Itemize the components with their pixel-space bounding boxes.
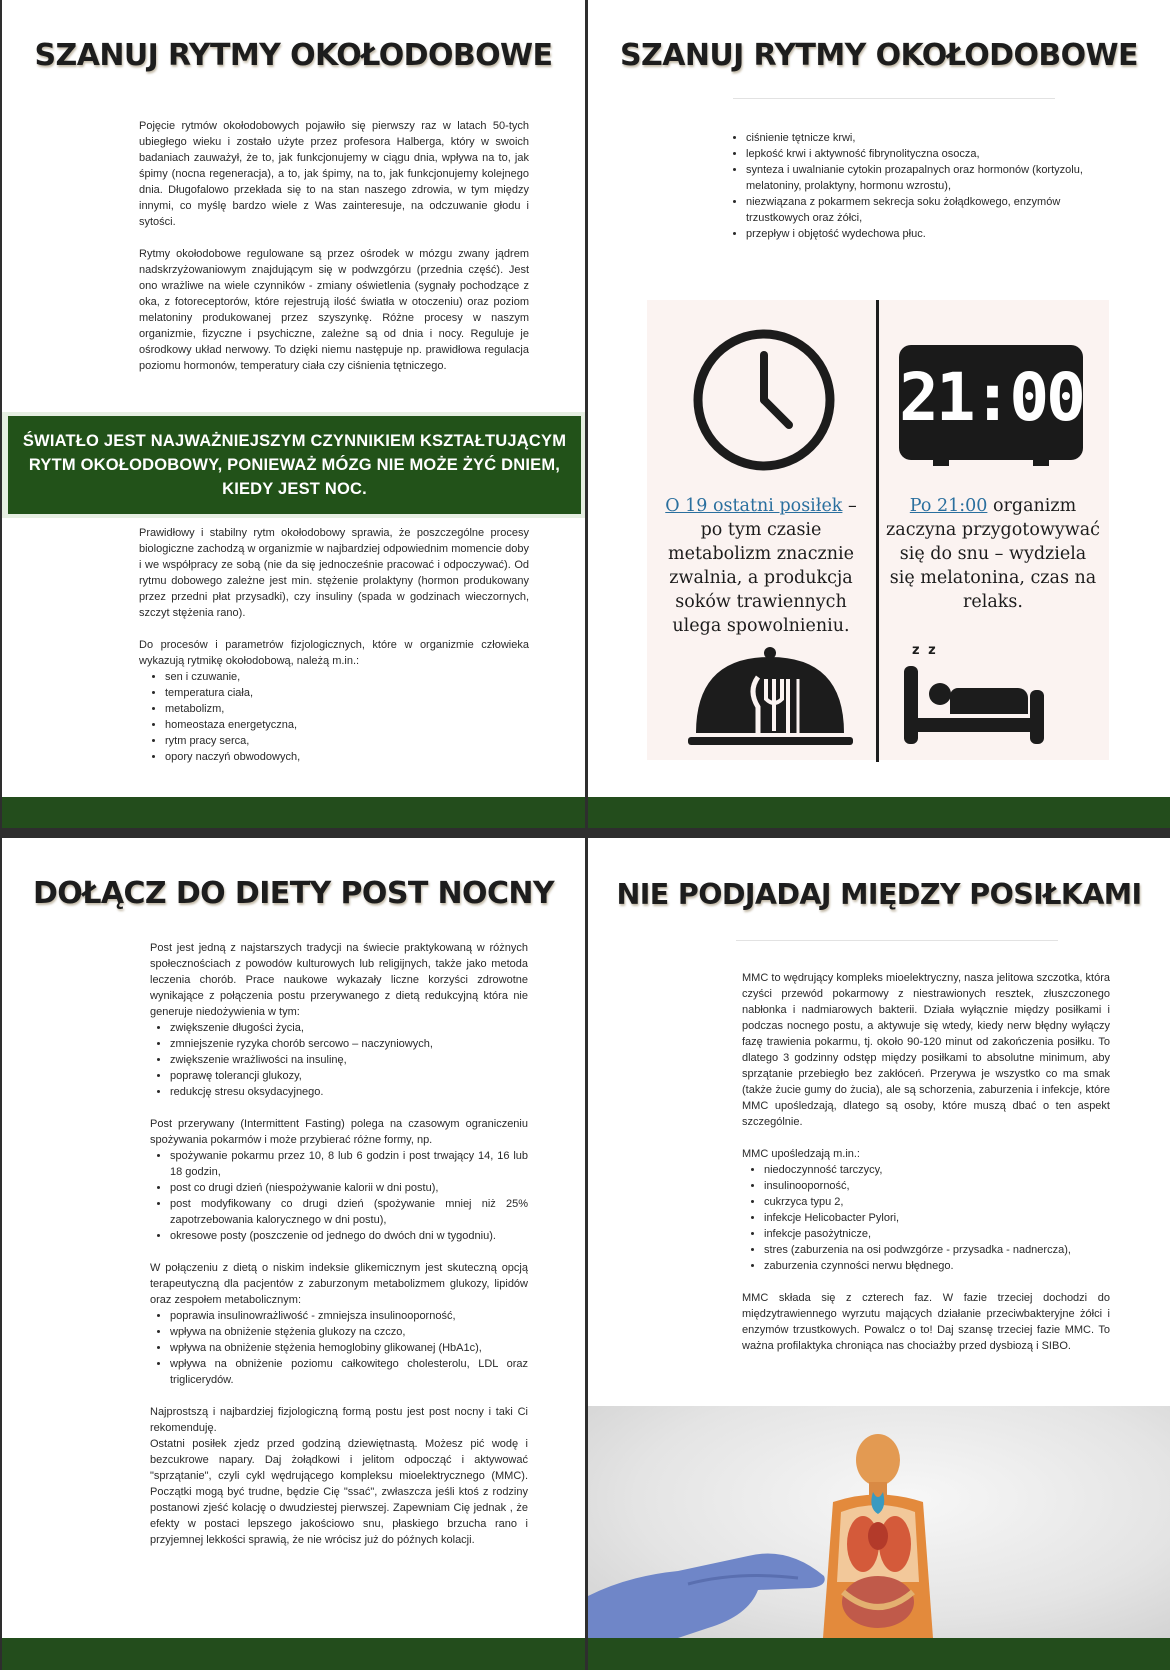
footer-bar [588, 797, 1170, 828]
paragraph: Rytmy okołodobowe regulowane są przez ośrodek w mózgu zwany jądrem nadskrzyżowaniowym znajdującym się w podwzgórzu (przednia część). Jest ono wrażliwe na wiele czynników - zmiany oświetlenia (sygnały pochodzące z oka, z fotoreceptorów, które rejestrują ilość światła w otoczeniu) oraz poziom melatoniny produkowanej przez szyszynkę. Różne procesy w naszym organizmie, fizyczne i psychiczne, zależne są od dnia i nocy. Reguluje je ośrodkowy układ nerwowy. To dzięki niemu następuje np. prawidłowa regulacja poziomu hormonów, temperatury ciała czy ciśnienia tętniczego. [139, 248, 529, 372]
list-item: • infekcje Helicobacter Pylori, [764, 1210, 1110, 1226]
list-item: • okresowe posty (poszczenie od jednego do dwóch dni w tygodniu). [170, 1228, 528, 1244]
paragraph: W połączeniu z dietą o niskim indeksie glikemicznym jest skuteczną opcją terapeutyczną dla pacjentów z zaburzonym metabolizmem glukozy, lipidów oraz zespołem metabolicznym: [150, 1262, 528, 1306]
list-item: • sen i czuwanie, [165, 669, 529, 685]
list-item: • poprawia insulinowrażliwość - zmniejsza insulinooporność, [170, 1308, 528, 1324]
evening-meal-link[interactable]: O 19 ostatni posiłek [665, 496, 843, 516]
page-title: NIE PODJADAJ MIĘDZY POSIŁKAMI [616, 878, 1142, 911]
list-item: • post co drugi dzień (niespożywanie kalorii w dni postu), [170, 1180, 528, 1196]
list-item: • homeostaza energetyczna, [165, 717, 529, 733]
list-item: • zmniejszenie ryzyka chorób sercowo – naczyniowych, [170, 1036, 528, 1052]
page-circadian-1 [2, 0, 585, 828]
banner-text: ŚWIATŁO JEST NAJWAŻNIEJSZYM CZYNNIKIEM KSZTAŁTUJĄCYM RYTM OKOŁODOBOWY, PONIEWAŻ MÓZG NIE MOŻE ŻYĆ DNIEM, KIEDY JEST NOC. [8, 416, 581, 514]
paragraph: Ostatni posiłek zjedz przed godziną dziewiętnastą. Możesz pić wodę i bezcukrowe napary. Daj żołądkowi i jelitom odpocząć i aktywować "sprzątanie", czyli cykl wędrującego kompleksu mioelektrycznego (MMC). Początki mogą być trudne, będzie Cię "ssać", zwłaszcza jeśli ktoś z rodziny postanowi zjeść kolację o dwudziestej pierwszej. Zapewniam Cię jednak , że efekty w postaci lepszego jakościowo snu, płaskiego brzucha rano i przyjemnej lekkości sprawią, że nie wrócisz już do późnych kolacji. [150, 1438, 528, 1546]
list-item: • wpływa na obniżenie poziomu całkowitego cholesterolu, LDL oraz triglicerydów. [170, 1356, 528, 1388]
highlight-banner [2, 412, 585, 518]
list-item: • rytm pracy serca, [165, 733, 529, 749]
evening-meal-text [654, 494, 868, 638]
list-item: • przepływ i objętość wydechowa płuc. [746, 226, 1098, 242]
title-divider [736, 940, 1058, 941]
clock-icon [689, 325, 839, 475]
cloche-cutlery-icon [688, 645, 853, 750]
process-list [139, 669, 529, 765]
paragraph: Pojęcie rytmów okołodobowych pojawiło się pierwszy raz w latach 50-tych ubiegłego wieku i zostało użyte przez profesora Halberga, który w swoich badaniach zauważył, że to, jak funkcjonujemy w ciągu dnia, wpływa na to, jak śpimy (nocna regeneracja), a to, jak śpimy, na to, jak funkcjonujemy kolejnego dnia. Długofalowo przekłada się to na stan naszego zdrowia, w tym między innymi, co myślę bardzo wiele z Was zainteresuje, na odczuwanie głodu i sytości. [139, 120, 529, 228]
text-block-params [728, 130, 1098, 242]
list-item: • lepkość krwi i aktywność fibrynolityczna osocza, [746, 146, 1098, 162]
list-item: • redukcję stresu oksydacyjnego. [170, 1084, 528, 1100]
page-title: DOŁĄCZ DO DIETY POST NOCNY [32, 876, 554, 911]
benefits-list [150, 1020, 528, 1100]
clock-feet [933, 458, 1049, 468]
text-block-mmc [742, 970, 1110, 1354]
list-item: • post modyfikowany co drugi dzień (spożywanie mniej niż 25% zapotrzebowania kalorycznego w dni postu), [170, 1196, 528, 1228]
evening-meal-desc: – po tym czasie metabolizm znacznie zwalnia, a produkcja soków trawiennych ulega spowolnieniu. [668, 496, 857, 636]
fasting-forms-list [150, 1148, 528, 1244]
clock-display: 21:00 [899, 359, 1083, 436]
page-title: SZANUJ RYTMY OKOŁODOBOWE [620, 38, 1138, 73]
footer-bar [2, 1638, 585, 1670]
text-block-fasting [150, 940, 528, 1548]
list-item: • stres (zaburzenia na osi podwzgórze - przysadka - nadnercza), [764, 1242, 1110, 1258]
list-item: • insulinooporność, [764, 1178, 1110, 1194]
paragraph: Do procesów i parametrów fizjologicznych, które w organizmie człowieka wykazują rytmikę okołodobową, należą m.in.: [139, 639, 529, 667]
sleep-prep-text [886, 494, 1100, 614]
list-item: • infekcje pasożytnicze, [764, 1226, 1110, 1242]
paragraph: Prawidłowy i stabilny rytm okołodobowy sprawia, że poszczególne procesy biologiczne zachodzą w organizmie w najbardziej odpowiednim momencie doby i we współpracy ze sobą (nie da się jednocześnie pracować i odpoczywać). Od rytmu dobowego zależne jest min. stężenie prolaktyny (hormon produkowany przez przedni płat przysadki), czy insuliny (spada w godzinach wieczornych, szczyt stężenia rano). [139, 527, 529, 619]
list-item: • ciśnienie tętnicze krwi, [746, 130, 1098, 146]
list-item: • niedoczynność tarczycy, [764, 1162, 1110, 1178]
list-item: • zwiększenie wrażliwości na insulinę, [170, 1052, 528, 1068]
footer-bar [588, 1638, 1170, 1670]
list-item: • opory naczyń obwodowych, [165, 749, 529, 765]
metabolic-effects-list [150, 1308, 528, 1388]
page-title: SZANUJ RYTMY OKOŁODOBOWE [34, 38, 553, 73]
paragraph: Post przerywany (Intermittent Fasting) polega na czasowym ograniczeniu spożywania pokarmów i może przybierać różne formy, np. [150, 1118, 528, 1146]
title-divider [733, 98, 1055, 99]
digital-clock-icon [899, 345, 1083, 460]
list-item: • poprawę tolerancji glukozy, [170, 1068, 528, 1084]
list-item: • wpływa na obniżenie stężenia hemoglobiny glikowanej (HbA1c), [170, 1340, 528, 1356]
zzz-label: z z [912, 643, 938, 658]
page-night-fast [2, 838, 585, 1670]
page-no-snacking [588, 838, 1170, 1670]
list-item: • wpływa na obniżenie stężenia glukozy na czczo, [170, 1324, 528, 1340]
mmc-impairment-list [742, 1162, 1110, 1274]
paragraph: Najprostszą i najbardziej fizjologiczną formą postu jest post nocny i taki Ci rekomenduję. [150, 1406, 528, 1434]
paragraph: MMC to wędrujący kompleks mioelektryczny, nasza jelitowa szczotka, która czyści przewód pokarmowy z niestrawionych resztek, złuszczonego nabłonka i nadmiarowych bakterii. Działa wyłącznie między posiłkami i podczas nocnego postu, a aktywuje się wtedy, kiedy nerw błędny wyłączy fazę trawienia pokarmu, tj. około 90-120 minut od zakończenia posiłku. To dlatego 3 godzinny odstęp między posiłkami to absolutne minimum, aby sprzątanie przebiegło bez zakłóceń. Przerywa je wszystko co ma smak (także żucie gumy do żucia), ale są schorzenia, zaburzenia i infekcje, które MMC upośledzają, dlatego są osoby, które muszą dbać o ten aspekt szczególnie. [742, 972, 1110, 1128]
paragraph: MMC upośledzają m.in.: [742, 1148, 860, 1160]
parameter-list [728, 130, 1098, 242]
list-item: • metabolizm, [165, 701, 529, 717]
anatomical-torso-model-photo [588, 1406, 1170, 1638]
text-block-rhythm [139, 525, 529, 765]
list-item: • spożywanie pokarmu przez 10, 8 lub 6 godzin i post trwający 14, 16 lub 18 godzin, [170, 1148, 528, 1180]
sleep-prep-desc: organizm zaczyna przygotowywać się do snu – wydziela się melatonina, czas na relaks. [886, 496, 1100, 612]
paragraph: Post jest jedną z najstarszych tradycji na świecie praktykowaną w różnych społecznościach z powodów kulturowych lub religijnych, także jako metoda leczenia chorób. Prace naukowe wykazały liczne korzyści zdrowotne wynikające z połączenia postu przerywanego z dietą redukcyjną która nie generuje niedożywienia w tym: [150, 942, 528, 1018]
list-item: • niezwiązana z pokarmem sekrecja soku żołądkowego, enzymów trzustkowych oraz żółci, [746, 194, 1098, 226]
page-circadian-2 [588, 0, 1170, 828]
text-block-intro [139, 118, 529, 374]
sleeping-bed-icon [898, 662, 1048, 747]
infographic-divider [876, 300, 879, 762]
list-item: • zaburzenia czynności nerwu błędnego. [764, 1258, 1110, 1274]
list-item: • cukrzyca typu 2, [764, 1194, 1110, 1210]
list-item: • synteza i uwalnianie cytokin prozapalnych oraz hormonów (kortyzolu, melatoniny, prolaktyny, hormonu wzrostu), [746, 162, 1098, 194]
footer-bar [2, 797, 585, 828]
paragraph: MMC składa się z czterech faz. W fazie trzeciej dochodzi do międzytrawiennego wyrzutu mających działanie przeciwbakteryjne żółci i enzymów trzustkowych. Powalcz o to! Daj szansę trzeciej fazie MMC. To ważna profilaktyka chroniąca nas chociażby przed dysbiozą i SIBO. [742, 1292, 1110, 1352]
torso-model-icon [803, 1432, 953, 1638]
list-item: • zwiększenie długości życia, [170, 1020, 528, 1036]
sleep-time-link[interactable]: Po 21:00 [909, 496, 988, 516]
list-item: • temperatura ciała, [165, 685, 529, 701]
